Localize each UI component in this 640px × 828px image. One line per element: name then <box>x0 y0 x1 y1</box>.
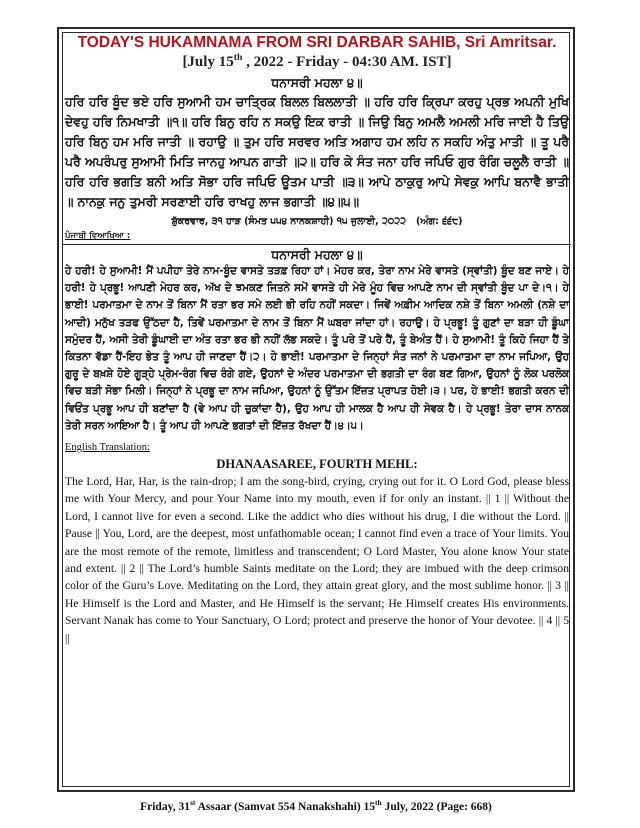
title-main: TODAY'S HUKAMNAMA FROM SRI DARBAR SAHIB <box>77 34 457 51</box>
date-heading-post: , 2022 - Friday - 04:30 AM. IST] <box>242 54 452 70</box>
gurbani-heading: ਧਨਾਸਰੀ ਮਹਲਾ ੪॥ <box>271 75 363 90</box>
punjabi-date-line <box>63 214 571 230</box>
english-translation-label: English Translation: <box>65 442 150 454</box>
date-heading-pre: [July 15 <box>182 54 234 70</box>
footer-mid: Assaar (Samvat 554 Nanakshahi) 15 <box>195 801 376 813</box>
hukamnama-content <box>63 32 571 647</box>
ang-reference: (ਅੰਗ: ੬੬੮) <box>416 216 463 227</box>
footer-post: July, 2022 (Page: 668) <box>381 801 492 813</box>
footer-pre: Friday, 31 <box>140 801 190 813</box>
title-place: Sri Amritsar. <box>464 34 557 51</box>
date-heading <box>63 53 571 71</box>
punjabi-date: ਸ਼ੁੱਕਰਵਾਰ, ੩੧ ਹਾੜ (ਸੰਮਤ ੫੫੪ ਨਾਨਕਸ਼ਾਹੀ) ੧੫ ਜੁਲਾਈ, ੨੦੨੨ <box>171 216 407 227</box>
vyakhya-text: ਹੇ ਹਰੀ! ਹੇ ਸੁਆਮੀ! ਮੈਂ ਪਪੀਹਾ ਤੇਰੇ ਨਾਮ-ਬੂੰਦ ਵਾਸਤੇ ਤੜਫ਼ ਰਿਹਾ ਹਾਂ। ਮੇਹਰ ਕਰ, ਤੇਰਾ ਨਾਮ ਮੇਰੇ ਵਾਸਤੇ (ਸ੍ਵਾਂਤੀ) ਬੂੰਦ ਬਣ ਜਾਏ। ਹੇ ਹਰੀ! ਹੇ ਪ੍ਰਭੂ! ਆਪਣੀ ਮੇਹਰ ਕਰ, ਅੱਖ ਦੇ ਝਮਕਣ ਜਿਤਨੇ ਸਮੇਂ ਵਾਸਤੇ ਹੀ ਮੇਰੇ ਮੂੰਹ ਵਿਚ ਆਪਣੇ ਨਾਮ ਦੀ ਸ੍ਵਾਂਤੀ ਬੂੰਦ ਪਾ ਦੇ।੧। ਹੇ ਭਾਈ! ਪਰਮਾਤਮਾ ਦੇ ਨਾਮ ਤੋਂ ਬਿਨਾ ਮੈਂ ਰਤਾ ਭਰ ਸਮੇ ਲਈ ਭੀ ਰਹਿ ਨਹੀਂ ਸਕਦਾ। ਜਿਵੇਂ ਅਫ਼ੀਮ ਆਦਿਕ ਨਸ਼ੇ ਤੋਂ ਬਿਨਾ ਅਮਲੀ (ਨਸ਼ੇ ਦਾ ਆਦੀ) ਮਨੁੱਖ ਤੜਫ ਉੱਠਦਾ ਹੈ, ਤਿਵੇਂ ਪਰਮਾਤਮਾ ਦੇ ਨਾਮ ਤੋਂ ਬਿਨਾ ਮੈਂ ਘਬਰਾ ਜਾਂਦਾ ਹਾਂ। ਰਹਾਉ। ਹੇ ਪ੍ਰਭੂ! ਤੂੰ ਗੁਣਾਂ ਦਾ ਬੜਾ ਹੀ ਡੂੰਘਾ ਸਮੁੰਦਰ ਹੈਂ, ਅਸੀ ਤੇਰੀ ਡੂੰਘਾਈ ਦਾ ਅੰਤ ਰਤਾ ਭਰ ਭੀ ਨਹੀਂ ਲੱਭ ਸਕਦੇ। ਤੂੰ ਪਰੇ ਤੋਂ ਪਰੇ ਹੈਂ, ਤੂੰ ਬੇਅੰਤ ਹੈਂ। ਹੇ ਸੁਆਮੀ! ਤੂੰ ਕਿਹੋ ਜਿਹਾ ਹੈਂ ਤੇ ਕਿਤਨਾ ਵੱਡਾ ਹੈਂ-ਇਹ ਭੇਤ ਤੂੰ ਆਪ ਹੀ ਜਾਣਦਾ ਹੈਂ।੨। ਹੇ ਭਾਈ! ਪਰਮਾਤਮਾ ਦੇ ਜਿਨ੍ਹਾਂ ਸੰਤ ਜਨਾਂ ਨੇ ਪਰਮਾਤਮਾ ਦਾ ਨਾਮ ਜਪਿਆ, ਉਹ ਗੁਰੂ ਦੇ ਬਖ਼ਸ਼ੇ ਹੋਏ ਗੂੜ੍ਹੇ ਪ੍ਰੇਮ-ਰੰਗ ਵਿਚ ਰੰਗੇ ਗਏ, ਉਹਨਾਂ ਦੇ ਅੰਦਰ ਪਰਮਾਤਮਾ ਦੀ ਭਗਤੀ ਦਾ ਰੰਗ ਬਣ ਗਿਆ, ਉਹਨਾਂ ਨੂੰ ਲੋਕ ਪਰਲੋਕ ਵਿਚ ਬੜੀ ਸੋਭਾ ਮਿਲੀ। ਜਿਨ੍ਹਾਂ ਨੇ ਪ੍ਰਭੂ ਦਾ ਨਾਮ ਜਪਿਆ, ਉਹਨਾਂ ਨੂੰ ਉੱਤਮ ਇੱਜ਼ਤ ਪ੍ਰਾਪਤ ਹੋਈ।੩। ਪਰ, ਹੇ ਭਾਈ! ਭਗਤੀ ਕਰਨ ਦੀ ਵਿਓਂਤ ਪ੍ਰਭੂ ਆਪ ਹੀ ਬਣਾਂਦਾ ਹੈ (ਵੇ ਆਪ ਹੀ ਚੁਕਾਂਦਾ ਹੈ), ਉਹ ਆਪ ਹੀ ਮਾਲਕ ਹੈ ਆਪ ਹੀ ਸੇਵਕ ਹੈ। ਹੇ ਪ੍ਰਭੂ! ਤੇਰਾ ਦਾਸ ਨਾਨਕ ਤੇਰੀ ਸਰਨ ਆਇਆ ਹੈ। ਤੂੰ ਆਪ ਹੀ ਆਪਣੇ ਭਗਤਾਂ ਦੀ ਇੱਜ਼ਤ ਰੱਖਦਾ ਹੈਂ।੪।੫। <box>65 265 570 432</box>
footer-date <box>57 799 575 815</box>
english-heading: DHANAASAREE, FOURTH MEHL: <box>216 457 418 472</box>
vyakhya-heading: ਧਨਾਸਰੀ ਮਹਲਾ ੪॥ <box>271 247 363 262</box>
english-text: The Lord, Har, Har, is the rain-drop; I am the song-bird, crying, crying out for it. O Lord God, please bless me with Your Mercy, and pour Your Name into my mouth, even if for only an instant. || 1 || Without the Lord, I cannot live for even a second. Like the addict who dies without his drug, I die without the Lord. || Pause || You, Lord, are the deepest, most unfathomable ocean; I cannot find even a trace of Your limits. You are the most remote of the remote, limitless and transcendent; O Lord Master, You alone know Your state and extent. || 2 || The Lord’s humble Saints meditate on the Lord; they are imbued with the deep crimson color of the Guru’s Love. Meditating on the Lord, they attain great glory, and the most sublime honor. || 3 || He Himself is the Lord and Master, and He Himself is the servant; He Himself creates His environments. Servant Nanak has come to Your Sanctuary, O Lord; protect and preserve the honor of Your devotee. || 4 || 5 || <box>65 475 569 645</box>
date-heading-sup: th <box>233 52 243 63</box>
page-title <box>63 34 571 52</box>
divider <box>63 244 571 245</box>
vyakhya-label: ਪੰਜਾਬੀ ਵਿਆਖਿਆ : <box>65 231 131 241</box>
gurbani-text: ਹਰਿ ਹਰਿ ਬੂੰਦ ਭਏ ਹਰਿ ਸੁਆਮੀ ਹਮ ਚਾਤ੍ਰਿਕ ਬਿਲਲ ਬਿਲਲਾਤੀ ॥ ਹਰਿ ਹਰਿ ਕ੍ਰਿਪਾ ਕਰਹੁ ਪ੍ਰਭ ਅਪਨੀ ਮੁਖਿ ਦੇਵਹੁ ਹਰਿ ਨਿਮਖਾਤੀ ॥੧॥ ਹਰਿ ਬਿਨੁ ਰਹਿ ਨ ਸਕਉ ਇਕ ਰਾਤੀ ॥ ਜਿਉ ਬਿਨੁ ਅਮਲੈ ਅਮਲੀ ਮਰਿ ਜਾਈ ਹੈ ਤਿਉ ਹਰਿ ਬਿਨੁ ਹਮ ਮਰਿ ਜਾਤੀ ॥ ਰਹਾਉ ॥ ਤੁਮ ਹਰਿ ਸਰਵਰ ਅਤਿ ਅਗਾਹ ਹਮ ਲਹਿ ਨ ਸਕਹਿ ਅੰਤੁ ਮਾਤੀ ॥ ਤੂ ਪਰੈ ਪਰੈ ਅਪਰੰਪਰੁ ਸੁਆਮੀ ਮਿਤਿ ਜਾਨਹੁ ਆਪਨ ਗਾਤੀ ॥੨॥ ਹਰਿ ਕੇ ਸੰਤ ਜਨਾ ਹਰਿ ਜਪਿਓ ਗੁਰ ਰੰਗਿ ਚਲੂਲੈ ਰਾਤੀ ॥ ਹਰਿ ਹਰਿ ਭਗਤਿ ਬਨੀ ਅਤਿ ਸੋਭਾ ਹਰਿ ਜਪਿਓ ਊਤਮ ਪਾਤੀ ॥੩॥ ਆਪੇ ਠਾਕੁਰੁ ਆਪੇ ਸੇਵਕੁ ਆਪਿ ਬਨਾਵੈ ਭਾਤੀ ॥ ਨਾਨਕੁ ਜਨੁ ਤੁਮਰੀ ਸਰਣਾਈ ਹਰਿ ਰਾਖਹੁ ਲਾਜ ਭਗਾਤੀ ॥੪॥੫॥ <box>65 94 569 209</box>
footer-sup1: st <box>189 798 196 808</box>
title-separator: , <box>456 34 465 51</box>
footer-sup2: th <box>375 798 382 808</box>
